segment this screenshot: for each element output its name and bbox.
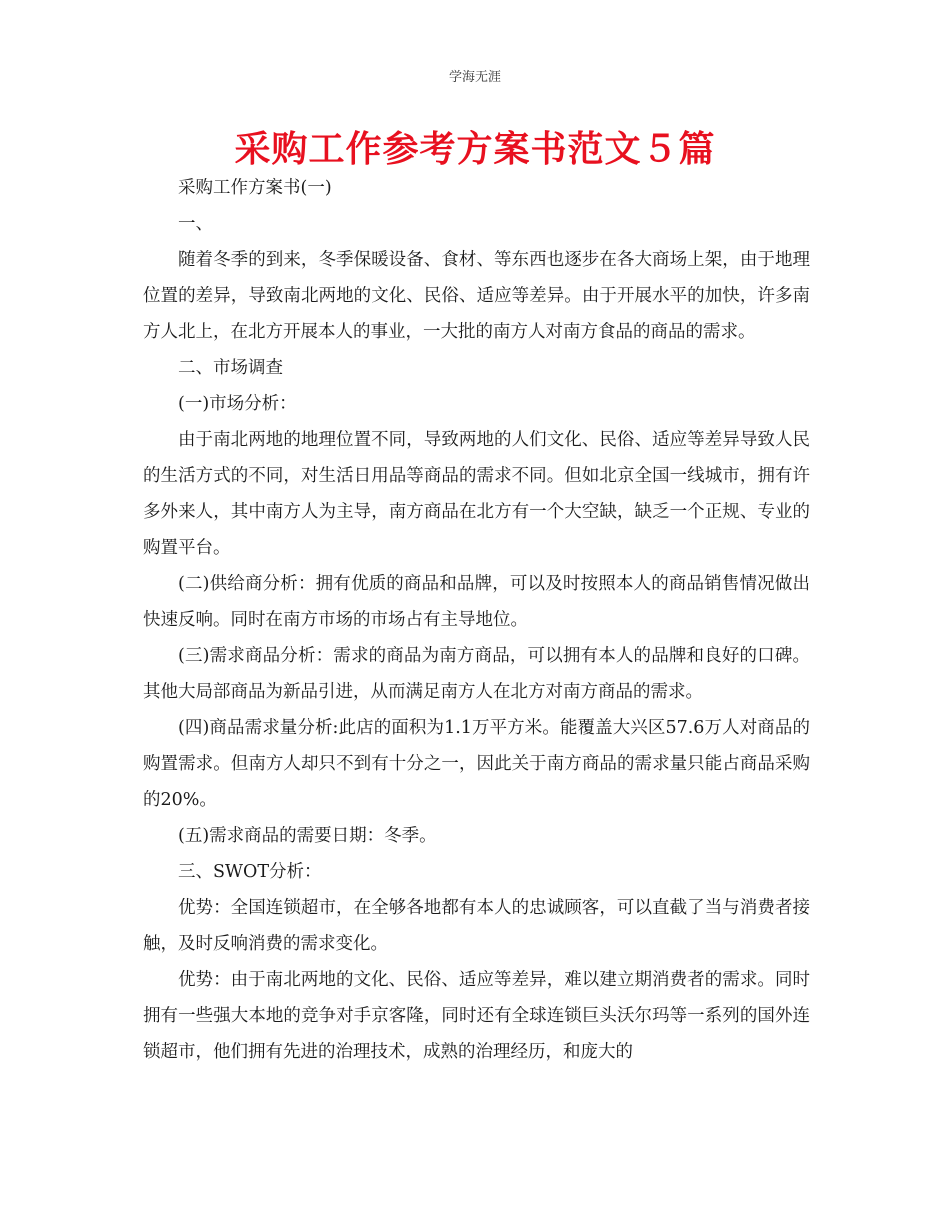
paragraph-weakness: 优势：由于南北两地的文化、民俗、适应等差异，难以建立期消费者的需求。同时拥有一些强大本地的竞争对手京客隆，同时还有全球连锁巨头沃尔玛等一系列的国外连锁超市，他们拥有先进的治理技术，成熟的治理经历，和庞大的 (143, 970, 810, 1062)
paragraph-demand-quantity-analysis: (四)商品需求量分析:此店的面积为1.1万平方米。能覆盖大兴区57.6万人对商品的购置需求。但南方人却只不到有十分之一，因此关于南方商品的需求量只能占商品采购的20%。 (143, 718, 810, 810)
section-heading-swot: 三、SWOT分析： (178, 862, 322, 882)
document-body (143, 170, 810, 1070)
section-heading-market-survey: 二、市场调查 (178, 358, 283, 378)
paragraph-supplier-analysis: (二)供给商分析：拥有优质的商品和品牌，可以及时按照本人的商品销售情况做出快速反响。同时在南方市场的市场占有主导地位。 (143, 574, 810, 630)
subheading-market-analysis: (一)市场分析： (178, 394, 297, 414)
paragraph-market-analysis: 由于南北两地的地理位置不同，导致两地的人们文化、民俗、适应等差异导致人民的生活方式的不同，对生活日用品等商品的需求不同。但如北京全国一线城市，拥有许多外来人，其中南方人为主导，南方商品在北方有一个大空缺，缺乏一个正规、专业的购置平台。 (143, 430, 810, 558)
paragraph-demand-date: (五)需求商品的需要日期：冬季。 (178, 826, 437, 846)
section-heading-one: 一、 (178, 214, 213, 234)
paragraph-intro: 随着冬季的到来，冬季保暖设备、食材、等东西也逐步在各大商场上架，由于地理位置的差异，导致南北两地的文化、民俗、适应等差异。由于开展水平的加快，许多南方人北上，在北方开展本人的事业，一大批的南方人对南方食品的商品的需求。 (143, 250, 810, 342)
section-heading-plan-1: 采购工作方案书(一) (178, 178, 332, 198)
paragraph-demand-goods-analysis: (三)需求商品分析：需求的商品为南方商品，可以拥有本人的品牌和良好的口碑。其他大局部商品为新品引进，从而满足南方人在北方对南方商品的需求。 (143, 646, 810, 702)
page-header: 学海无涯 (448, 70, 501, 85)
paragraph-strength: 优势：全国连锁超市，在全够各地都有本人的忠诚顾客，可以直截了当与消费者接触，及时反响消费的需求变化。 (143, 898, 810, 954)
document-title: 采购工作参考方案书范文５篇 (234, 129, 716, 170)
